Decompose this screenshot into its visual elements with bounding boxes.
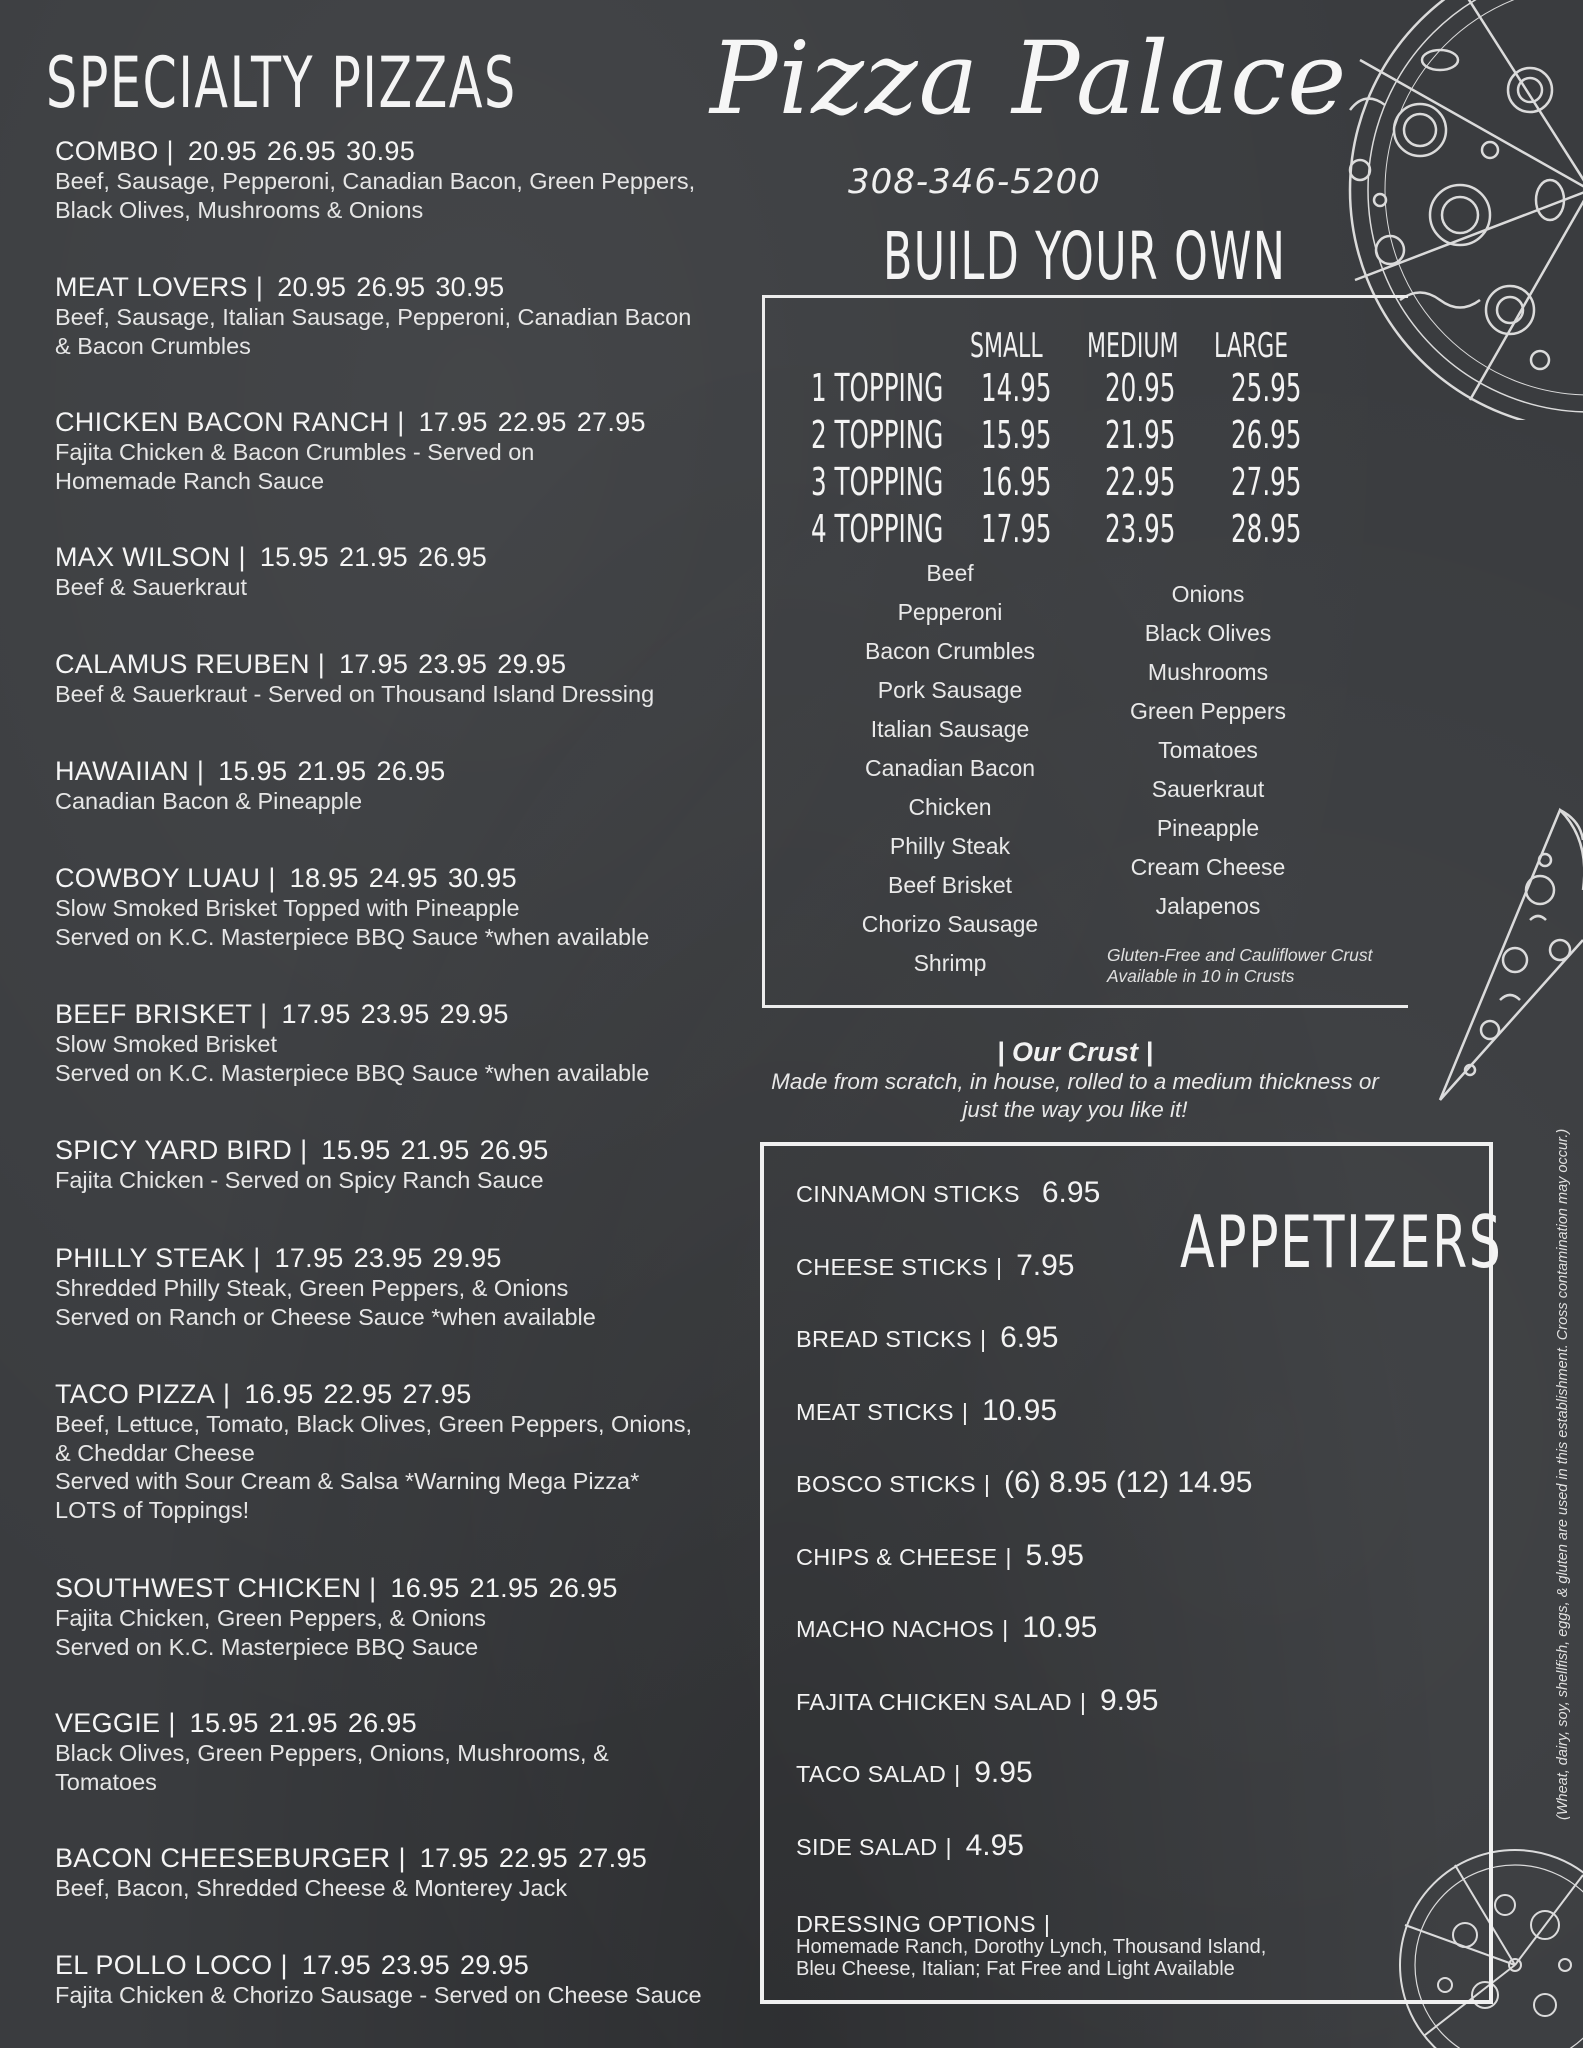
topping-price: 28.95 [1231, 507, 1302, 551]
pizza-price: 27.95 [402, 1379, 472, 1409]
appetizer-item [796, 1756, 1033, 1790]
appetizer-name: CINNAMON STICKS [796, 1181, 1020, 1207]
topping-price: 20.95 [1105, 366, 1176, 410]
pizza-description [55, 894, 649, 951]
pizza-description-line: Beef, Lettuce, Tomato, Black Olives, Green Peppers, Onions, [55, 1411, 693, 1437]
topping-price-row [811, 366, 1411, 414]
price-separator: | [253, 1243, 261, 1273]
topping-count-label: 1 TOPPING [811, 366, 944, 410]
size-label-small: SMALL [970, 326, 1043, 366]
size-label-large: LARGE [1214, 326, 1289, 366]
topping-veggie: Green Peppers [1130, 698, 1286, 724]
price-separator: | [1005, 1543, 1012, 1570]
pizza-price: 30.95 [447, 863, 517, 893]
pizza-description-line: Black Olives, Green Peppers, Onions, Mushrooms, & [55, 1740, 609, 1766]
price-separator: | [397, 407, 405, 437]
pizza-price: 21.95 [268, 1708, 338, 1738]
appetizer-item [796, 1249, 1074, 1283]
topping-price-row [811, 507, 1411, 555]
pizza-price: 17.95 [301, 1950, 371, 1980]
price-separator: | [260, 999, 268, 1029]
pizza-description-line: Served on K.C. Masterpiece BBQ Sauce *when available [55, 923, 650, 950]
pizza-description-line: LOTS of Toppings! [55, 1496, 250, 1523]
topping-veggie: Mushrooms [1147, 659, 1269, 685]
topping-count-label: 3 TOPPING [811, 460, 944, 504]
pizza-item [55, 136, 695, 224]
appetizer-name: CHEESE STICKS [796, 1253, 988, 1280]
pizza-description [55, 167, 695, 224]
pizza-description-line: Slow Smoked Brisket [55, 1031, 278, 1057]
pizza-price: 15.95 [218, 756, 288, 786]
topping-meat: Beef [926, 560, 974, 586]
pizza-description [55, 573, 497, 602]
appetizers-heading: APPETIZERS [1180, 1200, 1503, 1284]
appetizer-price: 10.95 [981, 1393, 1058, 1427]
pizza-item [55, 1243, 596, 1331]
appetizer-name: CHIPS & CHEESE [796, 1543, 998, 1570]
appetizer-price: 6.95 [1000, 1321, 1059, 1354]
pizza-price: 23.95 [353, 1243, 423, 1273]
crust-description-line: Made from scratch, in house, rolled to a medium thickness or [771, 1069, 1379, 1094]
pizza-description [55, 303, 691, 360]
pizza-price: 29.95 [459, 1950, 530, 1980]
appetizer-name: SIDE SALAD [796, 1833, 938, 1860]
crust-description-line: just the way you like it! [962, 1097, 1188, 1122]
topping-price: 22.95 [1105, 460, 1176, 504]
pizza-price: 21.95 [400, 1135, 470, 1165]
appetizer-price: 10.95 [1022, 1611, 1098, 1644]
pizza-name-line [55, 1135, 559, 1166]
appetizer-price: 4.95 [965, 1828, 1024, 1862]
pizza-price: 16.95 [244, 1379, 314, 1409]
phone-number: 308-346-5200 [848, 162, 1101, 202]
pizza-price: 15.95 [321, 1135, 391, 1165]
pizza-description-line: Tomatoes [55, 1768, 157, 1795]
pizza-description-line: Served with Sour Cream & Salsa *Warning Mega Pizza* [55, 1468, 640, 1494]
pizza-name-line [55, 136, 695, 167]
appetizer-item [796, 1684, 1158, 1718]
pizza-description [55, 787, 455, 816]
price-separator: | [369, 1573, 377, 1603]
pizza-name-line [55, 999, 649, 1030]
pizza-price: 26.95 [479, 1135, 549, 1165]
appetizer-name: BREAD STICKS [796, 1326, 972, 1352]
pizza-description-line: Beef, Sausage, Italian Sausage, Pepperoni, Canadian Bacon [55, 304, 692, 330]
price-separator: | [196, 756, 205, 786]
topping-price: 14.95 [981, 366, 1052, 410]
price-separator: | [954, 1761, 961, 1787]
topping-veggie: Cream Cheese [1130, 854, 1286, 880]
pizza-price: 27.95 [576, 407, 646, 437]
pizza-description-line: Beef, Sausage, Pepperoni, Canadian Bacon, Green Peppers, [55, 168, 696, 194]
topping-price: 27.95 [1231, 460, 1302, 504]
pizza-item [55, 1379, 692, 1524]
topping-price-row [811, 460, 1411, 508]
pizza-description [55, 1874, 657, 1903]
pizza-name-line [55, 542, 497, 573]
crust-title: | Our Crust | [996, 1037, 1154, 1067]
pizza-description-line: Fajita Chicken & Bacon Crumbles - Served on [55, 439, 535, 465]
price-separator: | [995, 1253, 1003, 1280]
pizza-name: BACON CHEESEBURGER [55, 1843, 391, 1873]
appetizer-item [796, 1539, 1084, 1573]
pizza-description-line: Beef & Sauerkraut - Served on Thousand Island Dressing [55, 681, 655, 707]
appetizer-name: MEAT STICKS [796, 1398, 954, 1425]
pizza-price: 27.95 [577, 1843, 648, 1873]
restaurant-title: Pizza Palace [710, 20, 1348, 137]
dressing-options-description [796, 1936, 1266, 1980]
pizza-item [55, 542, 497, 602]
topping-veggie: Tomatoes [1158, 737, 1258, 763]
pizza-price: 18.95 [289, 863, 359, 893]
appetizer-price: (6) 8.95 (12) 14.95 [1004, 1466, 1253, 1499]
crust-description [760, 1068, 1390, 1124]
pizza-name-line [55, 1708, 609, 1739]
appetizer-name: MACHO NACHOS [796, 1616, 995, 1642]
pizza-item [55, 1573, 628, 1661]
topping-meat: Chicken [908, 794, 992, 820]
topping-veggie: Jalapenos [1155, 893, 1261, 919]
appetizer-item [796, 1906, 1064, 1940]
pizza-price: 17.95 [281, 999, 351, 1029]
pizza-name: SPICY YARD BIRD [55, 1135, 293, 1165]
pizza-name-line [55, 756, 455, 787]
pizza-name: BEEF BRISKET [55, 999, 253, 1029]
topping-count-label: 4 TOPPING [811, 507, 944, 551]
pizza-name: HAWAIIAN [55, 756, 189, 786]
pizza-description-line: Served on K.C. Masterpiece BBQ Sauce [55, 1633, 479, 1660]
pizza-item [55, 1843, 657, 1903]
pizza-name: CHICKEN BACON RANCH [55, 407, 390, 437]
appetizer-name: FAJITA CHICKEN SALAD [796, 1688, 1072, 1715]
pizza-price: 26.95 [418, 542, 488, 572]
topping-price-row [811, 413, 1411, 461]
pizza-description-line: Fajita Chicken & Chorizo Sausage - Served on Cheese Sauce [55, 1982, 702, 2008]
topping-meat: Pepperoni [897, 599, 1003, 625]
price-separator: | [961, 1398, 968, 1425]
price-separator: | [945, 1833, 952, 1860]
pizza-item [55, 272, 691, 360]
pizza-name: COWBOY LUAU [55, 863, 261, 893]
pizza-description [55, 1410, 692, 1524]
pizza-price: 26.95 [376, 756, 446, 786]
appetizer-price: 7.95 [1016, 1248, 1075, 1282]
pizza-description [55, 1604, 628, 1661]
appetizer-item [796, 1611, 1097, 1645]
pizza-name: COMBO [55, 136, 159, 166]
price-separator: | [398, 1843, 406, 1873]
pizza-name-line [55, 407, 656, 438]
pizza-item [55, 756, 455, 816]
price-separator: | [280, 1950, 288, 1980]
pizza-price: 15.95 [259, 542, 329, 572]
topping-meat: Pork Sausage [877, 677, 1023, 703]
pizza-item [55, 863, 649, 951]
appetizer-price: 9.95 [974, 1756, 1033, 1789]
topping-price: 15.95 [981, 413, 1052, 457]
pizza-description-line: Homemade Ranch Sauce [55, 467, 325, 494]
pizza-description [55, 438, 656, 495]
pizza-description-line: & Bacon Crumbles [55, 332, 251, 359]
topping-veggie: Onions [1171, 581, 1245, 607]
gluten-free-note [1107, 945, 1407, 987]
pizza-description [55, 1739, 609, 1796]
pizza-price: 26.95 [266, 136, 336, 166]
pizza-price: 21.95 [338, 542, 409, 572]
pizza-price: 16.95 [390, 1573, 460, 1603]
size-label-medium: MEDIUM [1087, 326, 1179, 366]
pizza-name-line [55, 1950, 702, 1981]
pizza-description-line: Fajita Chicken, Green Peppers, & Onions [55, 1605, 487, 1631]
appetizer-item [796, 1466, 1252, 1500]
topping-meat: Shrimp [913, 950, 987, 976]
topping-price: 26.95 [1231, 413, 1302, 457]
pizza-price: 26.95 [548, 1573, 618, 1603]
appetizer-price: 5.95 [1025, 1538, 1084, 1572]
topping-price: 17.95 [981, 507, 1052, 551]
pizza-price: 15.95 [189, 1708, 259, 1738]
pizza-description [55, 1274, 596, 1331]
pizza-description-line: Canadian Bacon & Pineapple [55, 788, 363, 814]
build-your-own-box [762, 295, 1408, 1008]
appetizer-item [796, 1321, 1058, 1355]
pizza-price: 24.95 [368, 863, 438, 893]
pizza-price: 20.95 [187, 136, 257, 166]
pizza-price: 22.95 [497, 407, 567, 437]
pizza-name-line [55, 1573, 628, 1604]
topping-veggie: Pineapple [1156, 815, 1260, 841]
build-your-own-heading: BUILD YOUR OWN [883, 218, 1287, 295]
topping-price: 21.95 [1105, 413, 1176, 457]
pizza-price: 17.95 [419, 1843, 489, 1873]
pizza-name-line [55, 649, 654, 680]
price-separator: | [166, 136, 174, 166]
appetizer-price: 9.95 [1100, 1683, 1159, 1717]
pizza-name-line [55, 863, 649, 894]
topping-meat: Italian Sausage [870, 716, 1030, 742]
pizza-name: EL POLLO LOCO [55, 1950, 273, 1980]
price-separator: | [1079, 1688, 1086, 1715]
price-separator: | [983, 1471, 990, 1497]
appetizer-item [796, 1829, 1024, 1863]
pizza-description-line: Served on K.C. Masterpiece BBQ Sauce *when available [55, 1059, 650, 1086]
pizza-description-line: Black Olives, Mushrooms & Onions [55, 196, 424, 223]
appetizer-item [796, 1394, 1057, 1428]
pizza-price: 29.95 [439, 999, 509, 1029]
pizza-name: CALAMUS REUBEN [55, 649, 310, 679]
topping-count-label: 2 TOPPING [811, 413, 944, 457]
price-separator: | [255, 272, 264, 302]
dressing-line: Bleu Cheese, Italian; Fat Free and Light Available [796, 1958, 1235, 1980]
specialty-pizzas-heading: SPECIALTY PIZZAS [46, 42, 517, 124]
pizza-name: MEAT LOVERS [55, 272, 248, 302]
pizza-description-line: Served on Ranch or Cheese Sauce *when available [55, 1303, 596, 1330]
topping-meat: Bacon Crumbles [864, 638, 1036, 664]
pizza-description-line: Slow Smoked Brisket Topped with Pineapple [55, 895, 520, 921]
topping-veggie: Sauerkraut [1151, 776, 1265, 802]
appetizer-item [796, 1176, 1100, 1210]
pizza-price: 22.95 [323, 1379, 393, 1409]
pizza-item [55, 1135, 559, 1195]
pizza-description-line: Fajita Chicken - Served on Spicy Ranch Sauce [55, 1167, 544, 1193]
pizza-price: 20.95 [277, 272, 347, 302]
pizza-name: TACO PIZZA [55, 1379, 216, 1409]
pizza-price: 29.95 [432, 1243, 502, 1273]
pizza-name: MAX WILSON [55, 542, 231, 572]
pizza-item [55, 999, 649, 1087]
pizza-description [55, 1981, 702, 2010]
pizza-item [55, 649, 654, 709]
pizza-name-line [55, 1843, 657, 1874]
pizza-description-line: Shredded Philly Steak, Green Peppers, & Onions [55, 1275, 569, 1301]
pizza-description [55, 1166, 559, 1195]
pizza-price: 21.95 [297, 756, 367, 786]
pizza-name: VEGGIE [55, 1708, 161, 1738]
appetizer-price: 6.95 [1041, 1176, 1101, 1209]
pizza-price: 17.95 [339, 649, 409, 679]
pizza-slice-sketch-icon [1430, 800, 1583, 1120]
dressing-line: Homemade Ranch, Dorothy Lynch, Thousand Island, [796, 1936, 1267, 1958]
pizza-price: 21.95 [469, 1573, 539, 1603]
pizza-price: 29.95 [497, 649, 567, 679]
pizza-price: 26.95 [347, 1708, 417, 1738]
price-separator: | [1002, 1616, 1009, 1642]
pizza-item [55, 407, 656, 495]
price-separator: | [317, 649, 326, 679]
pizza-price: 30.95 [346, 136, 416, 166]
pizza-price: 26.95 [356, 272, 426, 302]
pizza-price: 30.95 [435, 272, 505, 302]
pizza-name-line [55, 272, 691, 303]
appetizer-name: DRESSING OPTIONS [796, 1911, 1036, 1937]
price-separator: | [1043, 1911, 1050, 1937]
appetizer-name: TACO SALAD [796, 1761, 947, 1787]
pizza-description [55, 1030, 649, 1087]
pizza-price: 17.95 [274, 1243, 344, 1273]
price-separator: | [300, 1135, 308, 1165]
pizza-price: 23.95 [418, 649, 488, 679]
topping-price: 25.95 [1231, 366, 1302, 410]
topping-price: 16.95 [981, 460, 1052, 504]
topping-meat: Chorizo Sausage [861, 911, 1039, 937]
gluten-free-note-line: Gluten-Free and Cauliflower Crust [1107, 945, 1373, 965]
appetizer-name: BOSCO STICKS [796, 1471, 976, 1497]
allergen-note: (Wheat, dairy, soy, shellfish, eggs, & gluten are used in this establishment. Cross contamination may occur.) [1555, 1128, 1571, 1820]
price-separator: | [238, 542, 246, 572]
pizza-description-line: & Cheddar Cheese [55, 1439, 255, 1466]
pizza-name-line [55, 1379, 692, 1410]
pizza-price: 23.95 [380, 1950, 450, 1980]
topping-meat: Canadian Bacon [864, 755, 1036, 781]
pizza-price: 23.95 [360, 999, 430, 1029]
pizza-name-line [55, 1243, 596, 1274]
pizza-description-line: Beef & Sauerkraut [55, 574, 248, 600]
price-separator: | [223, 1379, 231, 1409]
pizza-description [55, 680, 654, 709]
topping-meat: Beef Brisket [888, 872, 1012, 898]
topping-meat: Philly Steak [889, 833, 1011, 859]
price-separator: | [979, 1326, 987, 1352]
pizza-item [55, 1950, 702, 2010]
pizza-name: SOUTHWEST CHICKEN [55, 1573, 362, 1603]
price-separator: | [268, 863, 276, 893]
pizza-price: 17.95 [418, 407, 488, 437]
topping-veggie: Black Olives [1144, 620, 1272, 646]
topping-price: 23.95 [1105, 507, 1176, 551]
pizza-name: PHILLY STEAK [55, 1243, 246, 1273]
price-separator: | [168, 1708, 176, 1738]
pizza-price: 22.95 [498, 1843, 568, 1873]
pizza-description-line: Beef, Bacon, Shredded Cheese & Monterey Jack [55, 1875, 568, 1901]
gluten-free-note-line: Available in 10 in Crusts [1107, 966, 1295, 986]
pizza-item [55, 1708, 609, 1796]
